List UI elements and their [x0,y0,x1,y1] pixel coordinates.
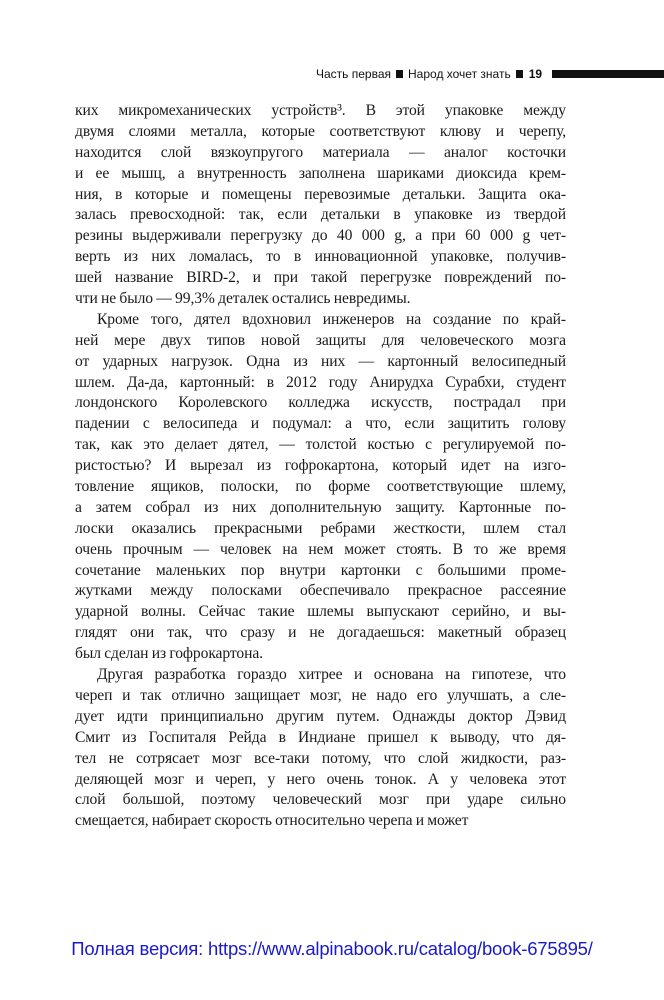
text-line: жутками между полосками обеспечивало прекрасное рассеяние [75,582,566,600]
text-line: ких микромеханических устройств³. В этой упаковке между [75,102,566,119]
running-header [316,65,664,83]
text-line: ния, в которые и помещены перевозимые детальки. Защита ока- [75,185,566,203]
text-line: Кроме того, дятел вдохновил инженеров на создание по край- [97,310,566,328]
text-line: падении с велосипеда и подумал: а что, если защитить голову [75,415,566,433]
text-line: глядят они так, что сразу и не догадаешься: макетный образец [75,624,566,642]
header-rule-bar [552,70,664,78]
paragraph [75,665,566,832]
text-line: был сделан из гофрокартона. [75,645,263,663]
page-number: 19 [528,67,543,81]
text-line: и ее мышц, а внутренность заполнена шариками диоксида крем- [75,164,566,182]
text-line: залась превосходной: так, если детальки в упаковке из твердой [75,206,566,224]
text-line: от ударных нагрузок. Одна из них — картонный велосипедный [75,352,566,370]
text-line: смещается, набирает скорость относительно черепа и может [75,812,469,830]
text-line: ударной волны. Сейчас такие шлемы выпускают серийно, и вы- [75,603,566,621]
text-line: чти не было — 99,3% деталек остались невредимы. [75,290,411,308]
text-line: тел не сотрясает мозг все-таки потому, что слой жидкости, раз- [75,749,566,767]
text-line: шлем. Да-да, картонный: в 2012 году Анирудха Сурабхи, студент [75,373,566,391]
text-line: двумя слоями металла, которые соответствуют клюву и черепу, [75,122,566,140]
text-line: слой большой, поэтому человеческий мозг при ударе сильно [75,791,566,809]
header-separator-square [516,70,523,78]
text-line: дует идти принципиально другим путем. Однажды доктор Дэвид [75,707,566,725]
text-line: находится слой вязкоупругого материала — аналог косточки [75,143,566,161]
text-line: а затем собрал из них дополнительную защиту. Картонные по- [75,498,566,516]
text-line: деляющей мозг и череп, у него очень тонок. А у человека этот [75,770,566,788]
text-line: так, как это делает дятел, — толстой костью с регулируемой по- [75,436,566,454]
text-line: ней мере двух типов новой защиты для человеческого мозга [75,331,566,349]
text-line: товление ящиков, полоски, по форме соответствующие шлему, [75,478,566,496]
paragraph [75,310,566,665]
text-line: сочетание маленьких пор внутри картонки с большими проме- [75,561,566,579]
header-chapter-title: Народ хочет знать [408,67,511,81]
text-line: череп и так отлично защищает мозг, не надо его улучшать, а сле- [75,686,566,704]
paragraph [75,101,566,310]
full-version-link[interactable]: Полная версия: https://www.alpinabook.ru/catalog/book-675895/ [71,938,593,959]
body-text [75,101,566,832]
text-line: Смит из Госпиталя Рейда в Индиане пришел к выводу, что дя- [75,728,566,746]
text-line: верть из них ломалась, то в инновационной упаковке, получив- [75,248,566,266]
text-line: лондонского Королевского колледжа искусств, пострадал при [75,394,566,412]
text-line: резины выдерживали перегрузку до 40 000 g, а при 60 000 g чет- [75,227,566,245]
header-part-title: Часть первая [316,67,392,81]
text-line: шей название BIRD-2, и при такой перегрузке повреждений по- [75,269,566,287]
text-line: лоски оказались прекрасными ребрами жесткости, шлем стал [75,519,566,537]
header-separator-square [396,70,403,78]
text-line: очень прочным — человек на нем может стоять. В то же время [75,540,566,558]
text-line: Другая разработка гораздо хитрее и основана на гипотезе, что [97,666,566,684]
text-line: ристостью? И вырезал из гофрокартона, который идет на изго- [75,457,566,475]
